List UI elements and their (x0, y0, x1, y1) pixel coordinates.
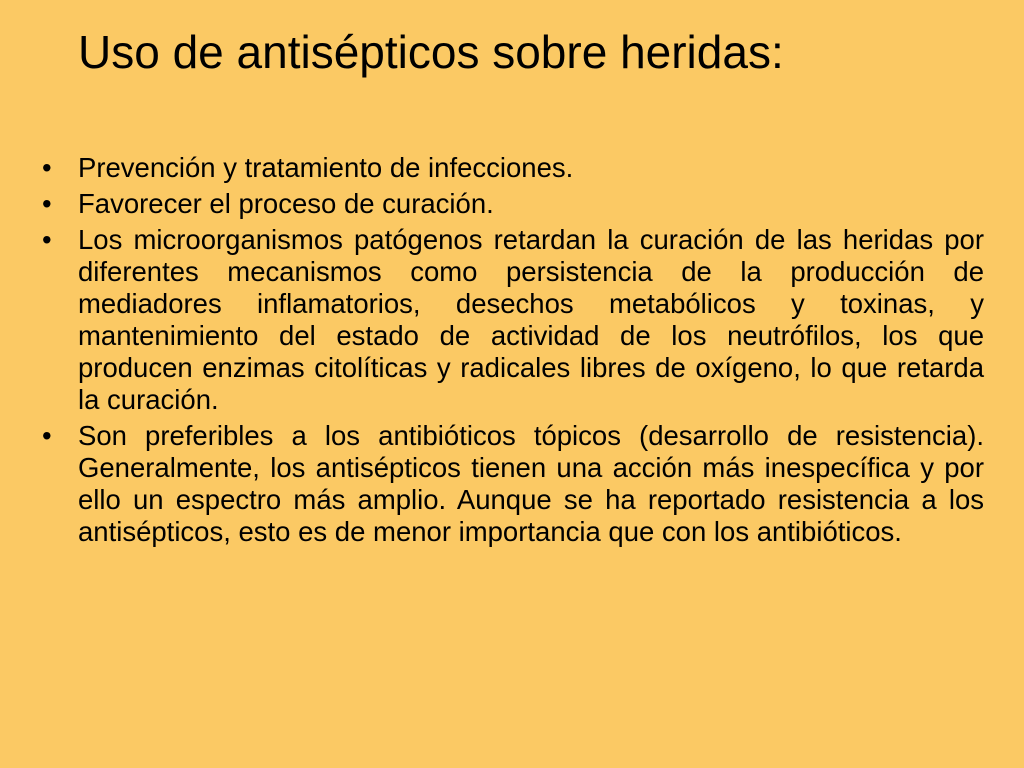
bullet-marker: • (42, 224, 52, 255)
bullet-item-antibiotics (42, 420, 984, 548)
bullet-marker: • (42, 188, 52, 219)
bullet-item-pathogens (42, 224, 984, 416)
bullet-item-healing (42, 188, 984, 220)
bullet-item-prevention (42, 152, 984, 184)
bullet-text: Los microorganismos patógenos retardan la curación de las heridas por diferentes mecanismos como persistencia de la producción de mediadores inflamatorios, desechos metabólicos y toxinas, y mantenimiento del estado de actividad de los neutrófilos, los que producen enzimas citolíticas y radicales libres de oxígeno, lo que retarda la curación. (78, 224, 984, 415)
slide-title: Uso de antisépticos sobre heridas: (78, 26, 784, 78)
bullet-marker: • (42, 152, 52, 183)
bullet-list (42, 152, 984, 552)
bullet-marker: • (42, 420, 52, 451)
bullet-text: Favorecer el proceso de curación. (78, 188, 494, 219)
bullet-text: Son preferibles a los antibióticos tópicos (desarrollo de resistencia). Generalmente, los antisépticos tienen una acción más inespecífica y por ello un espectro más amplio. Aunque se ha reportado resistencia a los antisépticos, esto es de menor importancia que con los antibióticos. (78, 420, 984, 547)
bullet-text: Prevención y tratamiento de infecciones. (78, 152, 574, 183)
